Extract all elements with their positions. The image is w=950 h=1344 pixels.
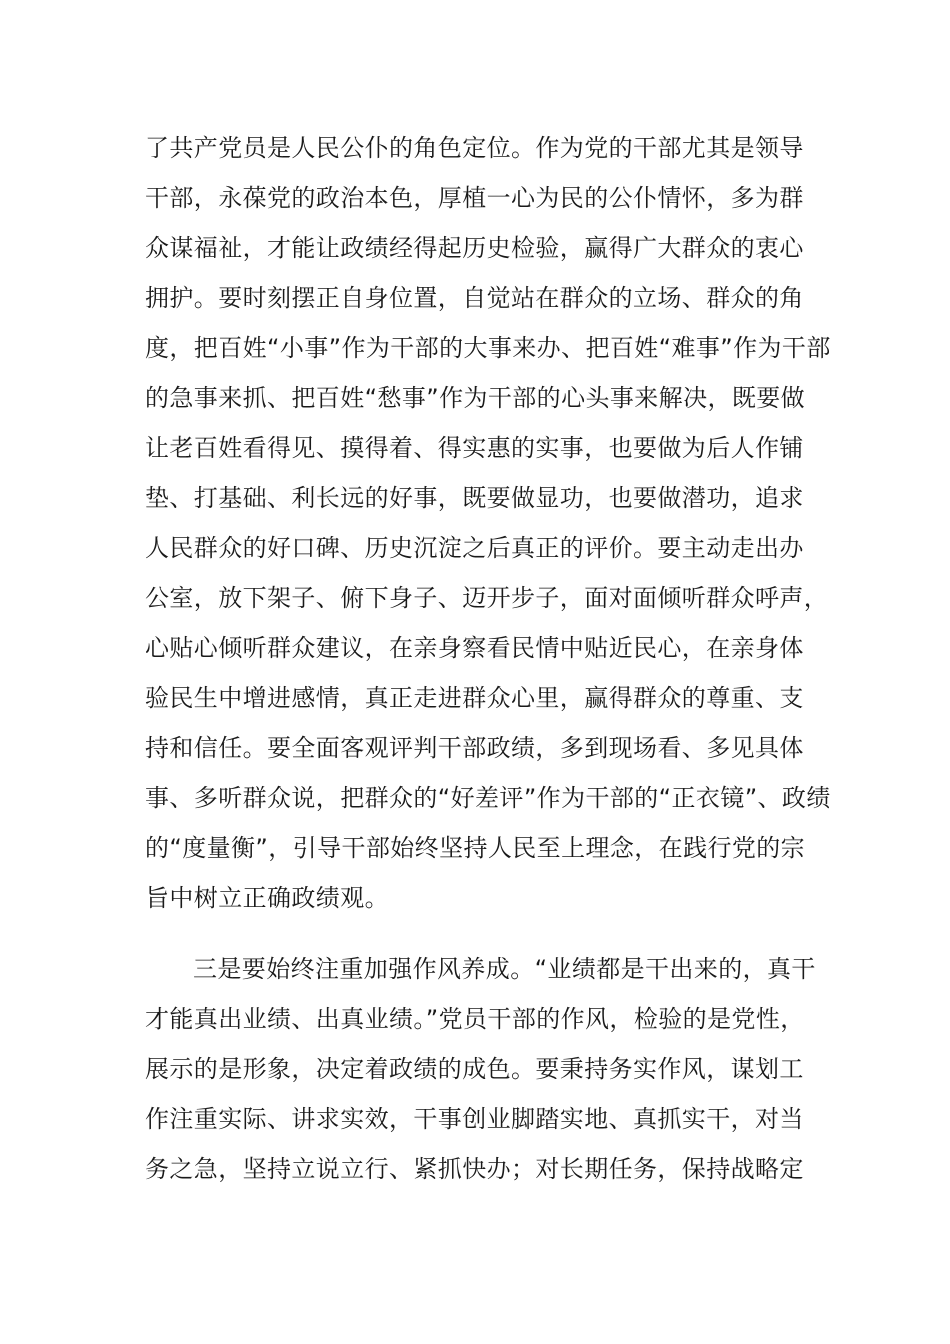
text-line: 拥护。要时刻摆正自身位置，自觉站在群众的立场、群众的角 xyxy=(145,284,804,312)
text-line: 旨中树立正确政绩观。 xyxy=(145,884,389,912)
text-line: 了共产党员是人民公仆的角色定位。作为党的干部尤其是领导 xyxy=(145,134,804,162)
text-line: 验民生中增进感情，真正走进群众心里，赢得群众的尊重、支 xyxy=(145,684,804,712)
text-line: 事、多听群众说，把群众的“好差评”作为干部的“正衣镜”、政绩 xyxy=(145,784,831,812)
text-line: 公室，放下架子、俯下身子、迈开步子，面对面倾听群众呼声， xyxy=(145,584,829,612)
text-line: 务之急，坚持立说立行、紧抓快办；对长期任务，保持战略定 xyxy=(145,1155,804,1183)
text-line: 才能真出业绩、出真业绩。”党员干部的作风，检验的是党性， xyxy=(145,1005,805,1033)
text-line: 心贴心倾听群众建议，在亲身察看民情中贴近民心，在亲身体 xyxy=(145,634,804,662)
text-line: 的急事来抓、把百姓“愁事”作为干部的心头事来解决，既要做 xyxy=(145,384,806,412)
text-line: 度，把百姓“小事”作为干部的大事来办、把百姓“难事”作为干部 xyxy=(145,334,831,362)
text-line: 干部，永葆党的政治本色，厚植一心为民的公仆情怀，多为群 xyxy=(145,184,804,212)
text-line: 的“度量衡”，引导干部始终坚持人民至上理念，在践行党的宗 xyxy=(145,834,806,862)
text-line: 持和信任。要全面客观评判干部政绩，多到现场看、多见具体 xyxy=(145,734,804,762)
text-line: 三是要始终注重加强作风养成。“业绩都是干出来的，真干 xyxy=(193,955,816,983)
text-line: 让老百姓看得见、摸得着、得实惠的实事，也要做为后人作铺 xyxy=(145,434,804,462)
text-line: 作注重实际、讲求实效，干事创业脚踏实地、真抓实干，对当 xyxy=(145,1105,804,1133)
text-line: 人民群众的好口碑、历史沉淀之后真正的评价。要主动走出办 xyxy=(145,534,804,562)
text-line: 垫、打基础、利长远的好事，既要做显功，也要做潜功，追求 xyxy=(145,484,804,512)
text-line: 众谋福祉，才能让政绩经得起历史检验，赢得广大群众的衷心 xyxy=(145,234,804,262)
text-line: 展示的是形象，决定着政绩的成色。要秉持务实作风，谋划工 xyxy=(145,1055,804,1083)
